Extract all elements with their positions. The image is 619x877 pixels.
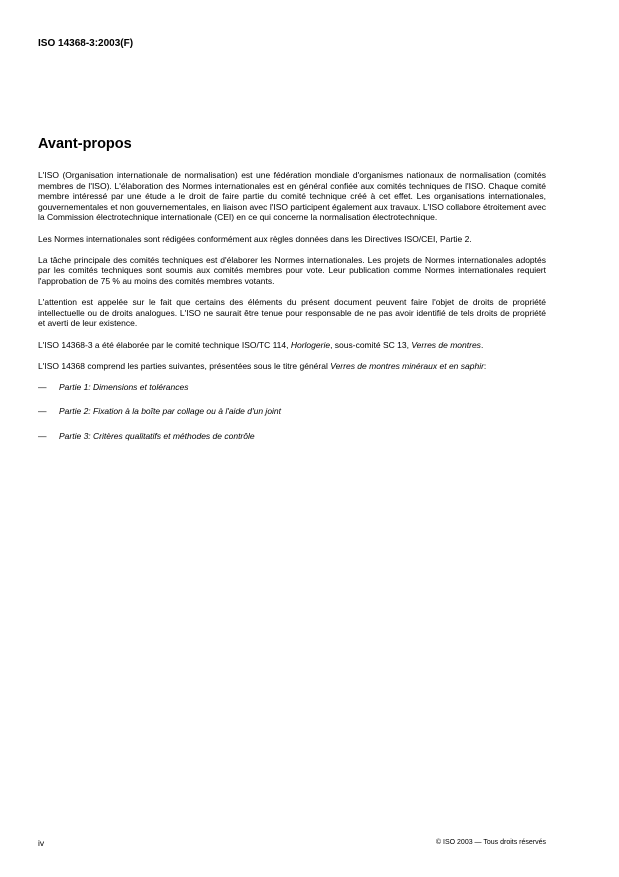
subcommittee-name: Verres de montres [411, 339, 481, 350]
section-title: Avant-propos [38, 136, 132, 152]
general-title: Verres de montres minéraux et en saphir [330, 360, 484, 371]
parts-intro-end: : [483, 360, 487, 371]
committee-name: Horlogerie [290, 339, 331, 350]
em-dash: — [38, 431, 47, 442]
paragraph-iso-organisation: L'ISO (Organisation internationale de normalisation) est une fédération mondiale d'organismes nationaux de normalisation (comités membres de l'ISO). L'élaboration des Normes internationales est en général confiée aux comités techniques de l'ISO. Chaque comité membre intéressé par une étude a le droit de faire partie du comité technique créé à cet effet. Les organisations internationales, gouvernementales et non gouvernementales, en liaison avec l'ISO participent également aux travaux. L'ISO collabore étroitement avec la Commission électrotechnique internationale (CEI) en ce qui concerne la normalisation électrotechnique. [38, 170, 546, 223]
parts-list [38, 382, 546, 442]
em-dash: — [38, 381, 47, 392]
document-id: ISO 14368-3:2003(F) [38, 38, 134, 49]
prepared-by-text: L'ISO 14368-3 a été élaborée par le comité technique ISO/TC 114, [38, 339, 291, 350]
paragraph-parts-intro [38, 361, 546, 372]
prepared-by-end: . [480, 339, 484, 350]
list-item [38, 431, 546, 442]
em-dash: — [38, 406, 47, 417]
part-label: Partie 1: Dimensions et tolérances [59, 381, 189, 392]
part-label: Partie 2: Fixation à la boîte par collage ou à l'aide d'un joint [59, 406, 282, 417]
paragraph-technical-committees: La tâche principale des comités techniques est d'élaborer les Normes internationales. Les projets de Normes internationales adoptés par les comités techniques sont soumis aux comités membres pour vote. Leur publication comme Normes internationales requiert l'approbation de 75 % au moins des comités membres votants. [38, 254, 546, 286]
copyright-notice: © ISO 2003 — Tous droits réservés [435, 839, 546, 846]
list-item [38, 406, 546, 417]
paragraph-drafting-rules: Les Normes internationales sont rédigées conformément aux règles données dans les Directives ISO/CEI, Partie 2. [38, 233, 472, 244]
page-number: iv [38, 838, 45, 848]
paragraph-prepared-by [38, 340, 546, 351]
foreword-body [38, 170, 546, 456]
paragraph-patent-rights: L'attention est appelée sur le fait que certains des éléments du présent document peuvent faire l'objet de droits de propriété intellectuelle ou de droits analogues. L'ISO ne saurait être tenue pour responsable de ne pas avoir identifié de tels droits de propriété et averti de leur existence. [38, 297, 546, 329]
list-item [38, 382, 546, 393]
part-label: Partie 3: Critères qualitatifs et méthodes de contrôle [59, 431, 255, 442]
prepared-by-middle: , sous-comité SC 13, [330, 339, 412, 350]
parts-intro-text: L'ISO 14368 comprend les parties suivantes, présentées sous le titre général [38, 360, 331, 371]
